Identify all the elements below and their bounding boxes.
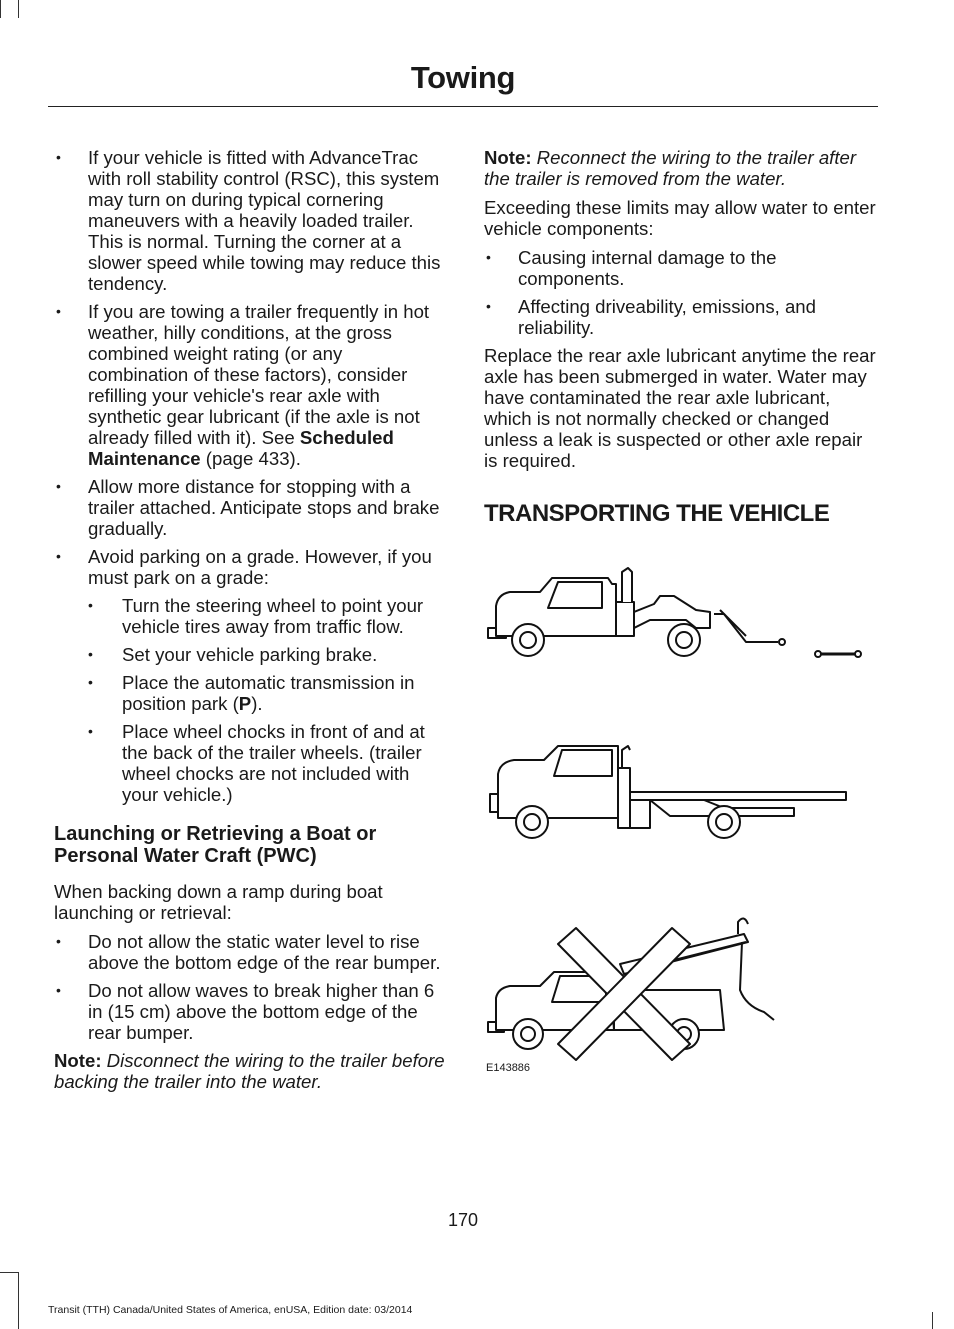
towing-tips-list <box>54 147 446 805</box>
section-heading-transporting: TRANSPORTING THE VEHICLE <box>484 500 830 527</box>
sub-list-item: • Place the automatic transmission in position park (P). <box>88 672 446 714</box>
wheel-lift-tow-truck-icon <box>488 568 861 657</box>
list-item: • If your vehicle is fitted with AdvanceTrac with roll stability control (RSC), this system may turn on during typical cornering maneuvers with a heavily loaded trailer. This is normal. Turning the corner at a slower speed while towing may reduce this tendency. <box>54 147 446 294</box>
footer-edition: Transit (TTH) Canada/United States of America, enUSA, Edition date: 03/2014 <box>48 1304 413 1316</box>
title-divider <box>48 106 878 107</box>
left-column <box>54 147 446 1100</box>
parking-sub-list <box>88 595 446 805</box>
water-effects-list <box>484 247 876 338</box>
scheduled-maintenance-link[interactable]: Scheduled Maintenance <box>88 427 394 469</box>
note-reconnect: Note: Reconnect the wiring to the trailer after the trailer is removed from the water. <box>484 147 857 189</box>
crop-mark <box>0 0 1 18</box>
sub-list-item: • Set your vehicle parking brake. <box>88 644 446 665</box>
crop-mark <box>18 0 19 18</box>
list-item: • Causing internal damage to the components. <box>484 247 876 289</box>
axle-lubricant-para: Replace the rear axle lubricant anytime the rear axle has been submerged in water. Water may have contaminated the rear axle lubricant, which is not normally checked or changed unless a leak is suspected or other axle repair is required. <box>484 345 876 471</box>
note-disconnect: Note: Disconnect the wiring to the trailer before backing the trailer into the water. <box>54 1050 445 1092</box>
boat-intro: When backing down a ramp during boat launching or retrieval: <box>54 881 383 923</box>
list-item: • Avoid parking on a grade. However, if you must park on a grade: • Turn the steering wheel to point your vehicle tires away from traffic flow. • Set your vehicle parking brake. • Place the automatic transmission in position park (P). • Place wheel chocks in front of and at the back of the trailer wheels. (trailer wheel chocks are not included with your vehicle.) <box>54 546 446 805</box>
right-column <box>484 147 876 527</box>
water-limits-para: Exceeding these limits may allow water to enter vehicle components: <box>484 197 876 239</box>
crop-mark <box>18 1272 19 1329</box>
list-item: • Do not allow waves to break higher than 6 in (15 cm) above the bottom edge of the rear bumper. <box>54 980 446 1043</box>
page-title: Towing <box>410 60 516 95</box>
boat-list <box>54 931 446 1043</box>
page-number: 170 <box>447 1210 479 1230</box>
section-heading-boat: Launching or Retrieving a Boat or Personal Water Craft (PWC) <box>54 823 377 867</box>
tow-trucks-illustration <box>484 550 876 1080</box>
list-item: • Do not allow the static water level to rise above the bottom edge of the rear bumper. <box>54 931 446 973</box>
towing-methods-figure <box>484 550 876 1080</box>
flatbed-tow-truck-icon <box>490 746 846 838</box>
list-item: • Allow more distance for stopping with a trailer attached. Anticipate stops and brake gradually. <box>54 476 446 539</box>
figure-code: E143886 <box>486 1062 531 1074</box>
list-item: • Affecting driveability, emissions, and reliability. <box>484 296 876 338</box>
crop-mark <box>932 1312 933 1329</box>
list-item: • If you are towing a trailer frequently in hot weather, hilly conditions, at the gross combined weight rating (or any combination of these factors), consider refilling your vehicle's rear axle with synthetic gear lubricant (if the axle is not already filled with it). See Scheduled Maintenance (page 433). <box>54 301 446 469</box>
sub-list-item: • Place wheel chocks in front of and at the back of the trailer wheels. (trailer wheel chocks are not included with your vehicle.) <box>88 721 446 805</box>
sub-list-item: • Turn the steering wheel to point your vehicle tires away from traffic flow. <box>88 595 446 637</box>
crop-mark <box>0 1272 18 1273</box>
